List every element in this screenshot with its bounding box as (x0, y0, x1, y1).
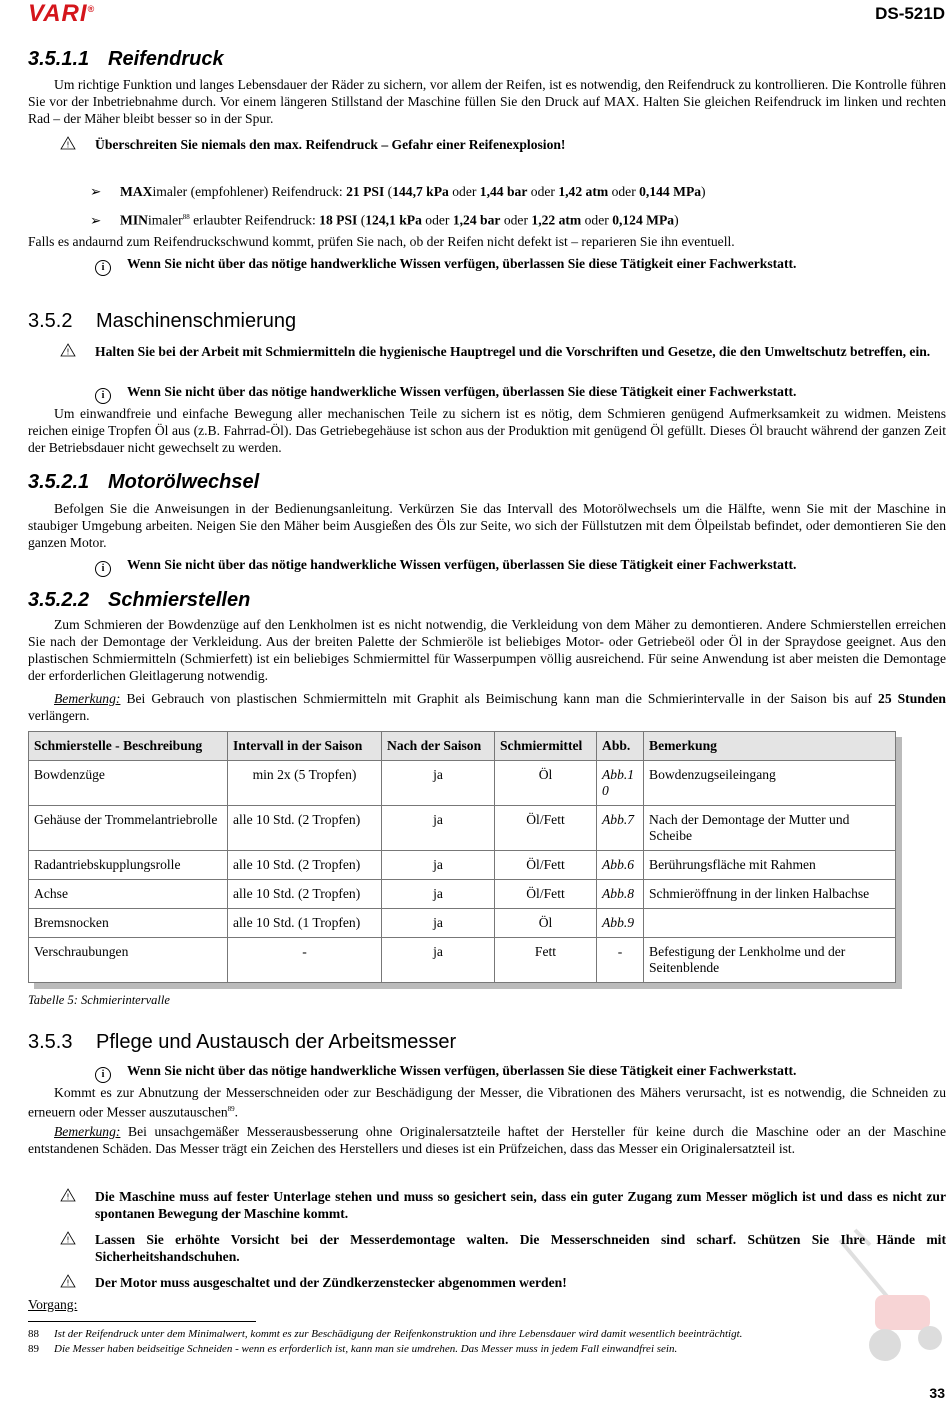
table-cell: min 2x (5 Tropfen) (228, 761, 382, 806)
list-item: ➢ MAXimaler (empfohlener) Reifendruck: 21 PSI (144,7 kPa oder 1,44 bar oder 1,42 atm oder 0,144 MPa) (90, 184, 706, 199)
table-cell: ja (382, 806, 495, 851)
warning-triangle-icon (60, 1188, 76, 1207)
table-row (29, 880, 896, 909)
table-cell: Fett (495, 938, 597, 983)
table-cell: alle 10 Std. (2 Tropfen) (228, 880, 382, 909)
column-header: Abb. (597, 732, 644, 761)
table-cell: ja (382, 851, 495, 880)
arrow-bullet-icon: ➢ (90, 212, 102, 228)
paragraph: Befolgen Sie die Anweisungen in der Bedienungsanleitung. Verkürzen Sie das Intervall des Motorölwechsels um die Hälfte, wenn Sie mit der Maschine in staubiger Umgebung arbeiten. Neigen Sie den Mäher beim Ausgießen des Öls zur Seite, wo sich der Füllstutzen mit dem Ölpeilstab befindet, oder demontieren Sie den ganzen Motor. (28, 501, 946, 550)
table-cell: Abb.8 (597, 880, 644, 909)
table-cell: ja (382, 880, 495, 909)
info-circle-icon: i (95, 388, 111, 404)
remark: Bemerkung: Bei Gebrauch von plastischen Schmiermitteln mit Graphit als Beimischung kann man die Schmierintervalle in der Saison bis auf 25 Stunden verlängern. (28, 691, 946, 723)
procedure-label: Vorgang: (28, 1297, 78, 1312)
table-row (29, 806, 896, 851)
table-cell: Öl/Fett (495, 851, 597, 880)
paragraph: Falls es andaurnd zum Reifendruckschwund kommt, prüfen Sie nach, ob der Reifen nicht defekt ist – reparieren Sie ihn eventuell. (28, 234, 735, 249)
table-cell: Öl/Fett (495, 880, 597, 909)
table-row (29, 938, 896, 983)
table-cell: Öl (495, 909, 597, 938)
heading-3522: 3.5.2.2 Schmierstellen (28, 589, 251, 611)
table-cell: Befestigung der Lenkholme und der Seitenblende (644, 938, 896, 983)
mower-watermark-image (830, 1220, 945, 1370)
warning-triangle-icon (60, 1274, 76, 1293)
svg-text:!: ! (66, 140, 70, 150)
table-cell: ja (382, 938, 495, 983)
vari-logo: VARI® (28, 0, 96, 27)
table-cell: ja (382, 909, 495, 938)
table-cell: Abb.9 (597, 909, 644, 938)
table-cell: Nach der Demontage der Mutter und Scheibe (644, 806, 896, 851)
table-row (29, 761, 896, 806)
svg-text:!: ! (66, 1278, 70, 1288)
info-circle-icon: i (95, 260, 111, 276)
table-cell: Abb.7 (597, 806, 644, 851)
warning-note: ! Lassen Sie erhöhte Vorsicht bei der Messerdemontage walten. Die Messerschneiden sind scharf. Schützen Sie Ihre Hände mit Sicherheitshandschuhen. (60, 1231, 946, 1265)
column-header: Intervall in der Saison (228, 732, 382, 761)
table-cell: Bowdenzugseileingang (644, 761, 896, 806)
warning-note: ! Die Maschine muss auf fester Unterlage stehen und muss so gesichert sein, dass ein guter Zugang zum Messer möglich ist und dass es nicht zur spontanen Bewegung der Maschine kommt. (60, 1188, 946, 1222)
document-id: DS-521D (875, 4, 945, 23)
info-note: i Wenn Sie nicht über das nötige handwerkliche Wissen verfügen, überlassen Sie diese Tätigkeit einer Fachwerkstatt. (95, 1062, 796, 1083)
table-cell: Bremsnocken (29, 909, 228, 938)
svg-text:!: ! (66, 347, 70, 357)
table-row (29, 851, 896, 880)
lubrication-table (28, 731, 896, 983)
warning-note: ! Halten Sie bei der Arbeit mit Schmiermitteln die hygienische Hauptregel und die Vorschriften und Gesetze, die den Umweltschutz betreffen, ein. (60, 343, 946, 360)
table-cell: ja (382, 761, 495, 806)
list-item: ➢ MINimaler$^{88}$ erlaubter Reifendruck: 18 PSI (124,1 kPa oder 1,24 bar oder 1,22 atm oder 0,124 MPa) (90, 212, 679, 228)
column-header: Schmiermittel (495, 732, 597, 761)
heading-3521: 3.5.2.1 Motorölwechsel (28, 471, 260, 493)
svg-text:!: ! (66, 1192, 70, 1202)
footnote: 89 Die Messer haben beidseitige Schneiden - wenn es erforderlich ist, kann man sie umdrehen. Das Messer muss in jedem Fall einwandfrei sein. (28, 1343, 678, 1355)
footnote-separator (28, 1321, 256, 1322)
warning-triangle-icon (60, 1231, 76, 1250)
info-note: i Wenn Sie nicht über das nötige handwerkliche Wissen verfügen, überlassen Sie diese Tätigkeit einer Fachwerkstatt. (95, 556, 796, 577)
table-cell: Öl/Fett (495, 806, 597, 851)
table-cell: alle 10 Std. (2 Tropfen) (228, 806, 382, 851)
table-cell: alle 10 Std. (1 Tropfen) (228, 909, 382, 938)
column-header: Nach der Saison (382, 732, 495, 761)
table-cell: alle 10 Std. (2 Tropfen) (228, 851, 382, 880)
warning-note: ! Überschreiten Sie niemals den max. Reifendruck – Gefahr einer Reifenexplosion! (60, 136, 946, 153)
table-row (29, 909, 896, 938)
svg-text:!: ! (66, 1235, 70, 1245)
column-header: Bemerkung (644, 732, 896, 761)
arrow-bullet-icon: ➢ (90, 184, 102, 199)
paragraph: Kommt es zur Abnutzung der Messerschneiden oder zur Beschädigung der Messer, die Vibrationen des Mähers verursacht, ist es notwendig, die Schneiden zu erneuern oder Messer auszutauschen$^{89}$. (28, 1085, 946, 1120)
table-cell: Radantriebskupplungsrolle (29, 851, 228, 880)
warning-triangle-icon (60, 343, 76, 362)
table-cell: Verschraubungen (29, 938, 228, 983)
info-note: i Wenn Sie nicht über das nötige handwerkliche Wissen verfügen, überlassen Sie diese Tätigkeit einer Fachwerkstatt. (95, 383, 796, 404)
table-cell (644, 909, 896, 938)
table-cell: Gehäuse der Trommelantriebrolle (29, 806, 228, 851)
table-cell: Abb.6 (597, 851, 644, 880)
table-cell: - (228, 938, 382, 983)
info-note: i Wenn Sie nicht über das nötige handwerkliche Wissen verfügen, überlassen Sie diese Tätigkeit einer Fachwerkstatt. (95, 255, 796, 276)
footnote: 88 Ist der Reifendruck unter dem Minimalwert, kommt es zur Beschädigung der Reifenkonstruktion und ihre Lebensdauer wird damit wesentlich beeinträchtigt. (28, 1328, 743, 1340)
page-number: 33 (929, 1385, 945, 1401)
info-circle-icon: i (95, 1067, 111, 1083)
table-cell: - (597, 938, 644, 983)
paragraph: Um richtige Funktion und langes Lebensdauer der Räder zu sichern, vor allem der Reifen, ist es notwendig, den Reifendruck zu kontrollieren. Die Kontrolle führen Sie vor der Inbetriebnahme durch. Vor einem längeren Stillstand der Maschine füllen Sie den Druck auf MAX. Halten Sie gleichen Reifendruck im linken und rechten Rad – der Mäher bleibt besser so in der Spur. (28, 77, 946, 126)
paragraph: Zum Schmieren der Bowdenzüge auf den Lenkholmen ist es nicht notwendig, die Verkleidung von dem Mäher zu demontieren. Andere Schmierstellen erreichen Sie nach der Demontage der Verkleidung. Aus der breiten Palette der Schmieröle ist beliebiges Motor- oder Getriebeöl oder Öl in der Spraydose geeignet. Aus den plastischen Schmiermitteln (Schmierfett) ist ein beliebiges Schmiermittel für Wasserpumpen völlig ausreichend. Für seine Anwendung ist aber meisten die Demontage der erforderlichen Gleitlagerung notwendig. (28, 617, 946, 683)
table-cell: Achse (29, 880, 228, 909)
remark: Bemerkung: Bei unsachgemäßer Messerausbesserung ohne Originalersatzteile haftet der Hersteller für keine durch die Maschine oder an der Maschine entstandenen Schäden. Das Messer trägt ein Zeichen des Herstellers und dieses ist ein Prüfzeichen, dass das Messer ein Originalersatzteil ist. (28, 1124, 946, 1156)
table-cell: Öl (495, 761, 597, 806)
column-header: Schmierstelle - Beschreibung (29, 732, 228, 761)
table-cell: Schmieröffnung in der linken Halbachse (644, 880, 896, 909)
info-circle-icon: i (95, 561, 111, 577)
heading-353: 3.5.3 Pflege und Austausch der Arbeitsmesser (28, 1031, 457, 1053)
heading-352: 3.5.2 Maschinenschmierung (28, 310, 297, 332)
table-header-row (29, 732, 896, 761)
warning-triangle-icon (60, 136, 76, 155)
table-cell: Bowdenzüge (29, 761, 228, 806)
warning-note: ! Der Motor muss ausgeschaltet und der Zündkerzenstecker abgenommen werden! (60, 1274, 946, 1291)
paragraph: Um einwandfreie und einfache Bewegung aller mechanischen Teile zu sichern ist es nötig, dem Schmieren genügend Aufmerksamkeit zu widmen. Meistens reichen einige Tropfen Öl aus (z.B. Fahrrad-Öl). Das Getriebegehäuse ist schon aus der Produktion mit genügend Öl gefüllt. Dieses Öl braucht während der ganzen Zeit der Betriebsdauer nicht gewechselt zu werden. (28, 406, 946, 455)
table-cell: Abb.10 (597, 761, 644, 806)
table-caption: Tabelle 5: Schmierintervalle (28, 993, 170, 1007)
heading-3511: 3.5.1.1 Reifendruck (28, 48, 224, 70)
table-cell: Berührungsfläche mit Rahmen (644, 851, 896, 880)
